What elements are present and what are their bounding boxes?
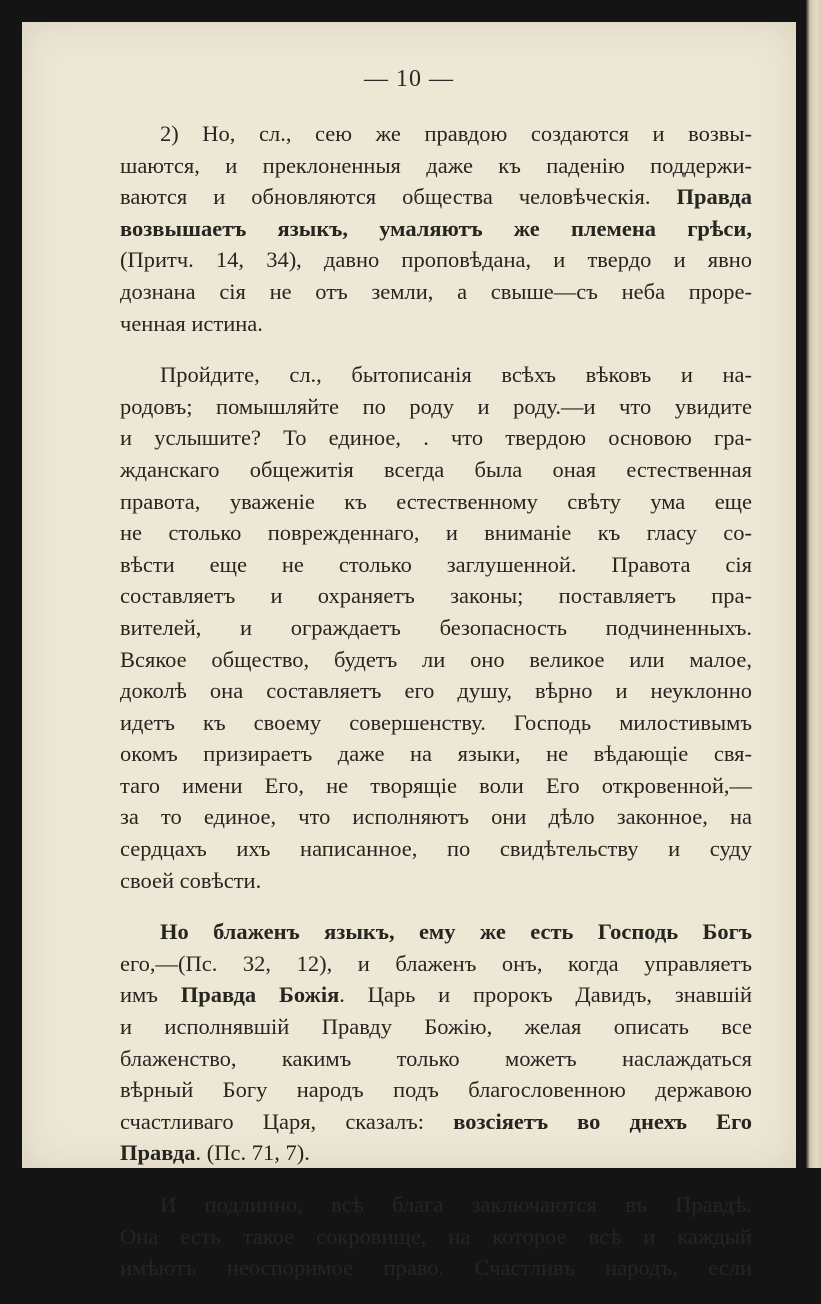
text-line <box>120 801 752 833</box>
text-run: его,—(Пс. 32, 12), и блаженъ онъ, когда управляетъ <box>120 950 752 976</box>
text-line <box>120 833 752 865</box>
page-number: — 10 — <box>364 66 454 92</box>
text-line <box>120 1074 752 1106</box>
text-line <box>120 549 752 581</box>
text-run: идетъ къ своему совершенству. Господь милостивымъ <box>120 709 752 735</box>
emphasized-text: Правда <box>120 1140 196 1166</box>
text-line <box>120 948 752 980</box>
text-run: таго имени Его, не творящіе воли Его откровенной,— <box>120 772 752 798</box>
text-run: и исполнявшій Правду Божію, желая описать все <box>120 1014 752 1040</box>
next-page-edge <box>806 0 821 1168</box>
text-run: сердцахъ ихъ написанное, по свидѣтельству и суду <box>120 836 752 862</box>
text-run: Она есть такое сокровище, на которое всѣ и каждый <box>120 1223 752 1249</box>
text-run: за то единое, что исполняютъ они дѣло законное, на <box>120 804 752 830</box>
text-run: . Царь и пророкъ Давидъ, знавшій <box>339 982 752 1008</box>
text-run: Всякое общество, будетъ ли оно великое или малое, <box>120 646 752 672</box>
text-run: и услышите? То единое, . что твердою основою гра- <box>120 425 752 451</box>
text-line <box>120 738 752 770</box>
text-run: составляетъ и охраняетъ законы; поставляетъ пра- <box>120 583 752 609</box>
book-page <box>22 22 796 1281</box>
emphasized-text: Правда <box>676 184 752 210</box>
text-line <box>120 675 752 707</box>
text-run: ваются и обновляются общества человѣческія. <box>120 184 677 210</box>
text-line <box>120 276 752 308</box>
text-line <box>120 1189 752 1221</box>
text-run: родовъ; помышляйте по роду и роду.—и что увидите <box>120 393 752 419</box>
text-run: окомъ призираетъ даже на языки, не вѣдающіе свя- <box>120 741 752 767</box>
text-run: ченная истина. <box>120 310 263 336</box>
text-line <box>120 979 752 1011</box>
emphasized-text: Правда Божія <box>180 982 340 1008</box>
text-run: вѣсти еще не столько заглушенной. Правота сія <box>120 551 752 577</box>
text-run: правота, уваженіе къ естественному свѣту ума еще <box>120 488 752 514</box>
text-line <box>120 1043 752 1075</box>
text-run: (Притч. 14, 34), давно проповѣдана, и твердо и явно <box>120 247 752 273</box>
text-line <box>120 422 752 454</box>
text-line <box>120 580 752 612</box>
text-run: дознана сія не отъ земли, а свыше—съ неба проре- <box>120 278 752 304</box>
text-line <box>120 118 752 150</box>
emphasized-text: возвышаетъ языкъ, умаляютъ же племена грѣси, <box>120 215 752 241</box>
text-run: И подлинно, всѣ блага заключаются въ Правдѣ. <box>160 1192 752 1217</box>
text-line <box>120 517 752 549</box>
text-line <box>120 770 752 802</box>
text-line <box>120 1252 752 1284</box>
text-line <box>120 454 752 486</box>
text-run: счастливаго Царя, сказалъ: <box>120 1108 454 1134</box>
text-line <box>120 244 752 276</box>
text-line <box>120 865 752 897</box>
text-line <box>120 391 752 423</box>
text-line <box>120 1011 752 1043</box>
text-line <box>120 486 752 518</box>
text-line <box>120 644 752 676</box>
body-text <box>120 118 752 1304</box>
text-run: 2) Но, сл., сею же правдою создаются и возвы- <box>160 121 752 146</box>
text-run: вителей, и ограждаетъ безопасность подчиненныхъ. <box>120 614 752 640</box>
text-run: вѣрный Богу народъ подъ благословенною державою <box>120 1077 752 1103</box>
paragraph <box>120 359 752 896</box>
text-line <box>120 707 752 739</box>
text-run: не столько поврежденнаго, и вниманіе къ гласу со- <box>120 520 752 546</box>
text-line <box>120 1221 752 1253</box>
text-line <box>120 150 752 182</box>
text-line <box>120 1137 752 1169</box>
text-run: жданскаго общежитія всегда была оная естественная <box>120 456 752 482</box>
text-line <box>120 916 752 948</box>
paragraph <box>120 1189 752 1284</box>
emphasized-text: возсіяетъ во днехъ Его <box>453 1108 752 1134</box>
text-run: блаженство, какимъ только можетъ наслаждаться <box>120 1045 752 1071</box>
text-line <box>120 213 752 245</box>
text-line <box>120 359 752 391</box>
text-run: имѣютъ неоспоримое право. Счастливъ народъ, если <box>120 1255 752 1281</box>
paragraph <box>120 916 752 1169</box>
text-line <box>120 308 752 340</box>
emphasized-text: Но блаженъ языкъ, ему же есть Господь Богъ <box>160 919 752 945</box>
text-run: Пройдите, сл., бытописанія всѣхъ вѣковъ и на- <box>160 362 752 388</box>
text-run: шаются, и преклоненныя даже къ паденію поддержи- <box>120 152 752 178</box>
text-run: доколѣ она составляетъ его душу, вѣрно и неуклонно <box>120 678 752 704</box>
text-run: имъ <box>120 982 181 1008</box>
text-line <box>120 181 752 213</box>
text-line <box>120 1106 752 1138</box>
text-run: своей совѣсти. <box>120 867 262 893</box>
paragraph <box>120 118 752 339</box>
text-line <box>120 612 752 644</box>
text-run: . (Пс. 71, 7). <box>195 1140 310 1166</box>
